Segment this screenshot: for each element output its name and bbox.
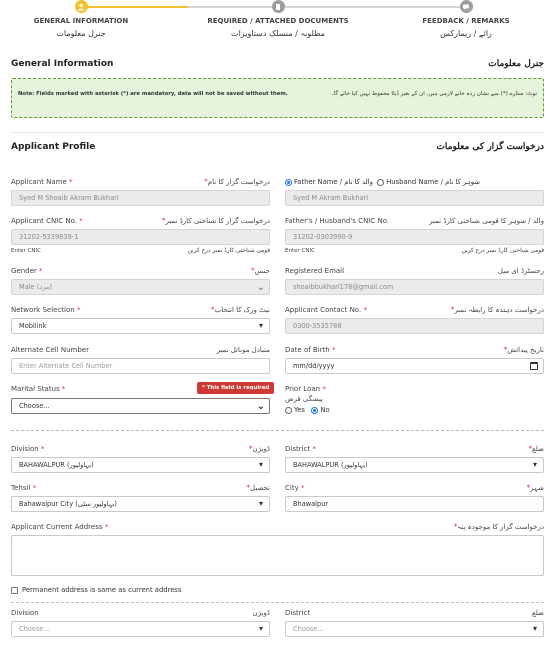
step-title: FEEDBACK / REMARKS — [422, 17, 510, 25]
contact-label: Applicant Contact No. — [285, 306, 362, 314]
city-label: City — [285, 484, 299, 492]
applicant-cnic-field: Applicant CNIC No. * *درخواست گزار کا شناختی کارڈ نمبر 31202-5339839-1 Enter CNIC قومی شناختی کارڈ نمبر درج کریں — [11, 217, 270, 254]
prior-loan-label: Prior Loan — [285, 385, 321, 393]
district-label: District — [285, 445, 311, 453]
document-icon — [272, 0, 285, 13]
network-field: Network Selection * *نیٹ ورک کا انتخاب Mobilink ▾ — [11, 306, 270, 334]
city-label-urdu: شہر — [530, 484, 544, 492]
user-icon — [75, 0, 88, 13]
email-field — [285, 267, 544, 295]
progress-stepper — [0, 0, 555, 50]
marital-select[interactable]: Choose... ⌄ — [11, 398, 270, 414]
applicant-name-label-urdu: درخواست گزار کا نام — [207, 178, 270, 186]
city-input[interactable]: Bhawalpur — [285, 496, 544, 512]
chat-icon — [460, 0, 473, 13]
father-cnic-label-urdu: والد / شوہر کا قومی شناختی کارڈ نمبر — [429, 217, 544, 225]
chevron-down-icon: ⌄ — [256, 401, 265, 412]
contact-input[interactable]: 0300-3535788 — [285, 318, 544, 334]
network-label-urdu: نیٹ ورک کا انتخاب — [214, 306, 270, 314]
father-name-radio[interactable] — [285, 179, 292, 186]
cnic-hint-urdu: قومی شناختی کارڈ نمبر درج کریں — [187, 248, 270, 254]
cnic-label: Applicant CNIC No. — [11, 217, 78, 225]
gender-select[interactable]: Male (مرد) ⌄ — [11, 279, 270, 295]
division-label: Division — [11, 445, 39, 453]
city-field: City * *شہر Bhawalpur — [285, 484, 544, 512]
relation-name-field — [285, 178, 544, 206]
father-cnic-hint-urdu: قومی شناختی کارڈ نمبر درج کریں — [461, 248, 544, 254]
step-title-urdu: مطلوبہ / منسلک دستاویزات — [231, 29, 325, 38]
father-name-input[interactable]: Syed M Akram Bukhari — [285, 190, 544, 206]
error-badge: * This field is required — [197, 382, 274, 394]
perm-division-label: Division — [11, 609, 39, 617]
perm-district-label-urdu: ضلع — [532, 609, 544, 617]
gender-label: Gender — [11, 267, 37, 275]
district-select[interactable]: BAHAWALPUR (بہاولپور) ▾ — [285, 457, 544, 473]
applicant-name-input[interactable]: Syed M Shoaib Akram Bukhari — [11, 190, 270, 206]
section-title: General Information — [11, 59, 114, 69]
mandatory-note — [11, 78, 544, 118]
network-select[interactable]: Mobilink ▾ — [11, 318, 270, 334]
cnic-label-urdu: درخواست گزار کا شناختی کارڈ نمبر — [165, 217, 270, 225]
applicant-profile-header — [11, 142, 544, 156]
address-textarea[interactable] — [11, 535, 544, 576]
permanent-division-field — [11, 609, 270, 637]
note-text: Note: Fields marked with asterisk (*) are mandatory, data will not be saved without them. — [18, 91, 288, 97]
section-title-urdu: جنرل معلومات — [488, 59, 544, 69]
prior-loan-radio-group: Yes No — [285, 406, 330, 414]
husband-name-radio[interactable] — [377, 179, 384, 186]
alt-cell-label: Alternate Cell Number — [11, 346, 89, 354]
perm-district-label: District — [285, 609, 311, 617]
calendar-icon[interactable] — [530, 362, 538, 370]
address-label: Applicant Current Address — [11, 523, 103, 531]
perm-district-select[interactable]: Choose... ▾ — [285, 621, 544, 637]
division-field: Division * *ڈویژن BAHAWALPUR (بہاولپور) ▾ — [11, 445, 270, 473]
father-cnic-label: Father's / Husband's CNIC No. — [285, 217, 390, 225]
network-label: Network Selection — [11, 306, 75, 314]
permanent-district-field — [285, 609, 544, 637]
gender-field: Gender * *جنس Male (مرد) ⌄ — [11, 267, 270, 293]
division-select[interactable]: BAHAWALPUR (بہاولپور) ▾ — [11, 457, 270, 473]
section-separator — [11, 602, 544, 603]
prior-loan-field: Prior Loan * پیشگی قرض Yes No — [285, 385, 330, 414]
section-separator — [11, 430, 544, 431]
contact-field: Applicant Contact No. * *درخواست دہندہ کا رابطہ نمبر 0300-3535788 — [285, 306, 544, 334]
gender-label-urdu: جنس — [254, 267, 270, 275]
division-label-urdu: ڈویژن — [252, 445, 270, 453]
step-general-information[interactable] — [21, 0, 141, 38]
father-cnic-field — [285, 217, 544, 255]
district-label-urdu: ضلع — [532, 445, 544, 453]
step-title-urdu: رائے / ریمارکس — [440, 29, 492, 38]
father-cnic-hint: Enter CNIC — [285, 248, 315, 254]
chevron-down-icon: ⌄ — [256, 282, 265, 293]
alt-cell-input[interactable]: Enter Alternate Cell Number — [11, 358, 270, 374]
father-cnic-input[interactable]: 31202-0303990-9 — [285, 229, 544, 245]
email-label-urdu: رجسٹرڈ ای میل — [497, 267, 544, 275]
alt-cell-label-urdu: متبادل موبائل نمبر — [216, 346, 270, 354]
divider — [11, 132, 544, 133]
dob-field: Date of Birth * *تاریخ پیدائش mm/dd/yyyy — [285, 346, 544, 374]
cnic-input[interactable]: 31202-5339839-1 — [11, 229, 270, 245]
cnic-hint: Enter CNIC — [11, 248, 41, 254]
alternate-cell-field — [11, 346, 270, 374]
prior-loan-yes-radio[interactable] — [285, 407, 292, 414]
email-label: Registered Email — [285, 267, 345, 275]
marital-label: Marital Status — [11, 385, 60, 393]
tehsil-label: Tehsil — [11, 484, 31, 492]
marital-status-field: Marital Status * * This field is required Choose... ⌄ — [11, 385, 270, 415]
section-title-urdu: درخواست گزار کی معلومات — [436, 142, 544, 152]
same-address-checkbox-row — [11, 586, 182, 594]
prior-loan-label-urdu: پیشگی قرض — [285, 395, 323, 403]
section-title: Applicant Profile — [11, 142, 96, 152]
current-address-field: Applicant Current Address * *درخواست گزار کا موجودہ پتہ — [11, 523, 544, 577]
note-text-urdu: نوٹ: ستارے (*) سے نشان زدہ خانے لازمی ہیں، ان کے بغیر ڈیٹا محفوظ نہیں کیا جائے گا۔ — [330, 91, 537, 97]
prior-loan-no-radio[interactable] — [311, 407, 318, 414]
dob-input[interactable]: mm/dd/yyyy — [285, 358, 544, 374]
step-feedback[interactable] — [416, 0, 516, 38]
step-title-urdu: جنرل معلومات — [56, 29, 106, 38]
dob-label: Date of Birth — [285, 346, 330, 354]
step-documents[interactable] — [199, 0, 357, 38]
tehsil-select[interactable]: Bahawalpur City (بہاولپور سٹی) ▾ — [11, 496, 270, 512]
email-input[interactable]: shoaibbukhari178@gmail.com — [285, 279, 544, 295]
perm-division-label-urdu: ڈویژن — [252, 609, 270, 617]
perm-division-select[interactable]: Choose... ▾ — [11, 621, 270, 637]
same-address-checkbox[interactable] — [11, 587, 18, 594]
applicant-name-field: Applicant Name * *درخواست گزار کا نام Syed M Shoaib Akram Bukhari — [11, 178, 270, 206]
dob-label-urdu: تاریخ پیدائش — [507, 346, 544, 354]
applicant-name-label: Applicant Name — [11, 178, 67, 186]
district-field: District * *ضلع BAHAWALPUR (بہاولپور) ▾ — [285, 445, 544, 473]
step-title: GENERAL INFORMATION — [33, 17, 129, 25]
same-address-label: Permanent address is same as current address — [22, 586, 182, 594]
contact-label-urdu: درخواست دہندہ کا رابطہ نمبر — [454, 306, 544, 314]
general-information-header — [11, 59, 544, 73]
relation-radio-group: Father Name / والد کا نام Husband Name / شوہر کا نام — [285, 178, 480, 186]
step-title: REQUIRED / ATTACHED DOCUMENTS — [207, 17, 349, 25]
address-label-urdu: درخواست گزار کا موجودہ پتہ — [457, 523, 544, 531]
tehsil-label-urdu: تحصیل — [250, 484, 270, 492]
tehsil-field: Tehsil * *تحصیل Bahawalpur City (بہاولپور سٹی) ▾ — [11, 484, 270, 512]
